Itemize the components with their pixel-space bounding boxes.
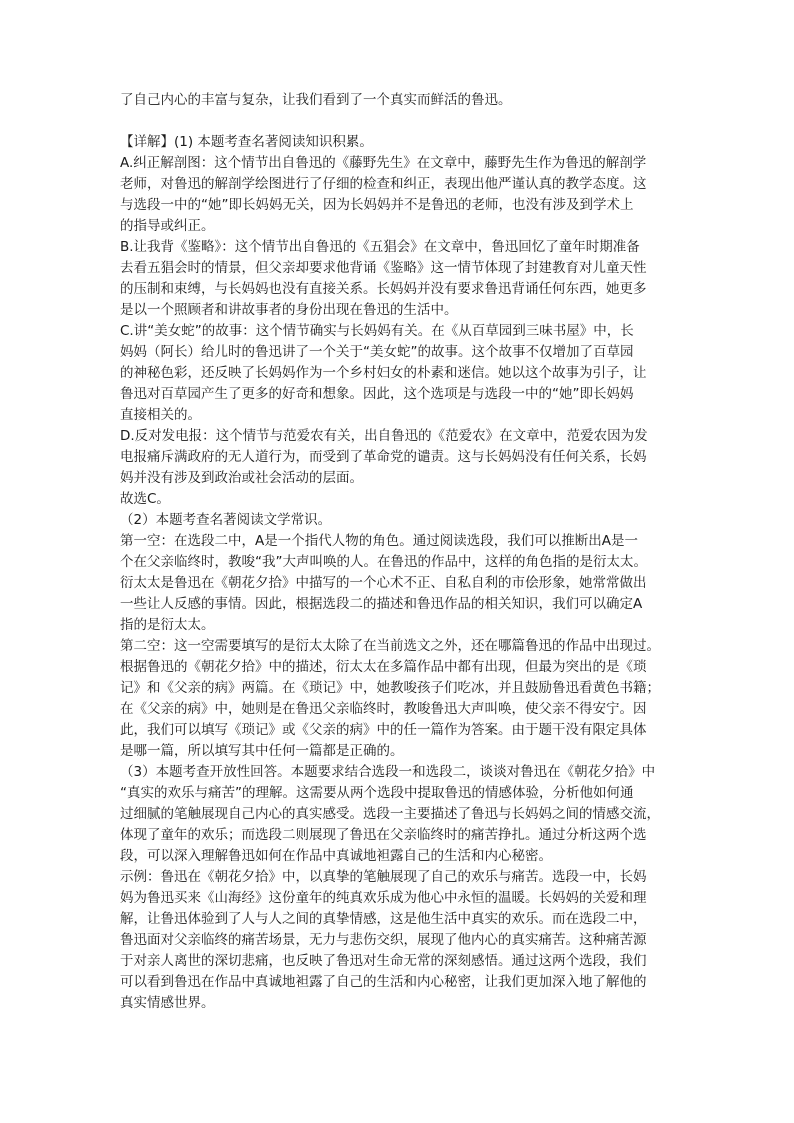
detail-line: 去看五猖会时的情景，但父亲却要求他背诵《鉴略》这一情节体现了封建教育对儿童天性 <box>120 260 647 276</box>
intro-line: 了自己内心的丰富与复杂，让我们看到了一个真实而鲜活的鲁迅。 <box>120 92 512 108</box>
detail-line: 妈妈（阿长）给儿时的鲁迅讲了一个关于“美女蛇”的故事。这个故事不仅增加了百草园 <box>120 344 634 360</box>
detail-line: A.纠正解剖图：这个情节出自鲁迅的《藤野先生》在文章中，藤野先生作为鲁迅的解剖学 <box>120 155 647 171</box>
detail-line: 在《父亲的病》中，她则是在鲁迅父亲临终时，教唆鲁迅大声叫唤，使父亲不得安宁。因 <box>120 701 647 717</box>
detail-line: 是哪一篇，所以填写其中任何一篇都是正确的。 <box>120 743 404 759</box>
detail-line: 鲁迅面对父亲临终的痛苦场景，无力与悲伤交织，展现了他内心的真实痛苦。这种痛苦源 <box>120 932 647 948</box>
detail-line: “真实的欢乐与痛苦”的理解。这需要从两个选段中提取鲁迅的情感体验，分析他如何通 <box>120 785 634 801</box>
answer-explanation-page <box>120 90 676 1014</box>
detail-line: C.讲“美女蛇”的故事：这个情节确实与长妈妈有关。在《从百草园到三味书屋》中，长 <box>120 323 634 339</box>
detail-line: 的指导或纠正。 <box>120 218 215 234</box>
detail-line: 妈并没有涉及到政治或社会活动的层面。 <box>120 470 363 486</box>
detail-line: 鲁迅对百草园产生了更多的好奇和想象。因此，这个选项是与选段一中的“她”即长妈妈 <box>120 386 634 402</box>
detail-line: （2）本题考查名著阅读文学常识。 <box>120 512 332 528</box>
detail-line: 可以看到鲁迅在作品中真诚地袒露了自己的生活和内心秘密，让我们更加深入地了解他的 <box>120 974 647 990</box>
detail-line: D.反对发电报：这个情节与范爱农有关，出自鲁迅的《范爱农》在文章中，范爱农因为发 <box>120 428 648 444</box>
paragraph-gap <box>120 111 676 132</box>
detail-line: 示例：鲁迅在《朝花夕拾》中，以真挚的笔触展现了自己的欢乐与痛苦。选段一中，长妈 <box>120 869 647 885</box>
detail-line: 过细腻的笔触展现自己内心的真实感受。选段一主要描述了鲁迅与长妈妈之间的情感交流， <box>120 806 660 822</box>
detail-line: 电报痛斥满政府的无人道行为，而受到了革命党的谴责。这与长妈妈没有任何关系，长妈 <box>120 449 647 465</box>
detail-line: （3）本题考查开放性回答。本题要求结合选段一和选段二，谈谈对鲁迅在《朝花夕拾》中 <box>120 764 656 780</box>
detail-line: 真实情感世界。 <box>120 995 215 1011</box>
detail-section <box>120 132 676 1014</box>
detail-line: 解，让鲁迅体验到了人与人之间的真挚情感，这是他生活中真实的欢乐。而在选段二中， <box>120 911 647 927</box>
detail-line: 的压制和束缚，与长妈妈也没有直接关系。长妈妈并没有要求鲁迅背诵任何东西，她更多 <box>120 281 647 297</box>
detail-line: 一些让人反感的事情。因此，根据选段二的描述和鲁迅作品的相关知识，我们可以确定A <box>120 596 643 612</box>
detail-line: 第一空：在选段二中，A是一个指代人物的角色。通过阅读选段，我们可以推断出A是一 <box>120 533 638 549</box>
detail-line: 指的是衍太太。 <box>120 617 215 633</box>
detail-line: 的神秘色彩，还反映了长妈妈作为一个乡村妇女的朴素和迷信。她以这个故事为引子，让 <box>120 365 647 381</box>
detail-line: 衍太太是鲁迅在《朝花夕拾》中描写的一个心术不正、自私自利的市侩形象，她常常做出 <box>120 575 647 591</box>
detail-line: 直接相关的。 <box>120 407 201 423</box>
detail-line: 第二空：这一空需要填写的是衍太太除了在当前选文之外，还在哪篇鲁迅的作品中出现过。 <box>120 638 660 654</box>
detail-line: 老师，对鲁迅的解剖学绘图进行了仔细的检查和纠正，表现出他严谨认真的教学态度。这 <box>120 176 647 192</box>
detail-line: 根据鲁迅的《朝花夕拾》中的描述，衍太太在多篇作品中都有出现，但最为突出的是《琐 <box>120 659 647 675</box>
detail-heading: 【详解】(1) 本题考查名著阅读知识积累。 <box>120 134 373 150</box>
detail-line: 于对亲人离世的深切悲痛，也反映了鲁迅对生命无常的深刻感悟。通过这两个选段，我们 <box>120 953 647 969</box>
detail-line: 此，我们可以填写《琐记》或《父亲的病》中的任一篇作为答案。由于题干没有限定具体 <box>120 722 647 738</box>
detail-line: 个在父亲临终时，教唆“我”大声叫唤的人。在鲁迅的作品中，这样的角色指的是衍太太。 <box>120 554 647 570</box>
detail-line: 是以一个照顾者和讲故事者的身份出现在鲁迅的生活中。 <box>120 302 458 318</box>
detail-line: 体现了童年的欢乐；而选段二则展现了鲁迅在父亲临终时的痛苦挣扎。通过分析这两个选 <box>120 827 647 843</box>
detail-line: 妈为鲁迅买来《山海经》这份童年的纯真欢乐成为他心中永恒的温暖。长妈妈的关爱和理 <box>120 890 647 906</box>
detail-line: B.让我背《鉴略》：这个情节出自鲁迅的《五猖会》在文章中，鲁迅回忆了童年时期准备 <box>120 239 640 255</box>
detail-line: 记》和《父亲的病》两篇。在《琐记》中，她教唆孩子们吃冰，并且鼓励鲁迅看黄色书籍； <box>120 680 660 696</box>
detail-line: 段，可以深入理解鲁迅如何在作品中真诚地袒露自己的生活和内心秘密。 <box>120 848 552 864</box>
detail-line: 故选C。 <box>120 491 170 507</box>
detail-line: 与选段一中的“她”即长妈妈无关，因为长妈妈并不是鲁迅的老师，也没有涉及到学术上 <box>120 197 634 213</box>
